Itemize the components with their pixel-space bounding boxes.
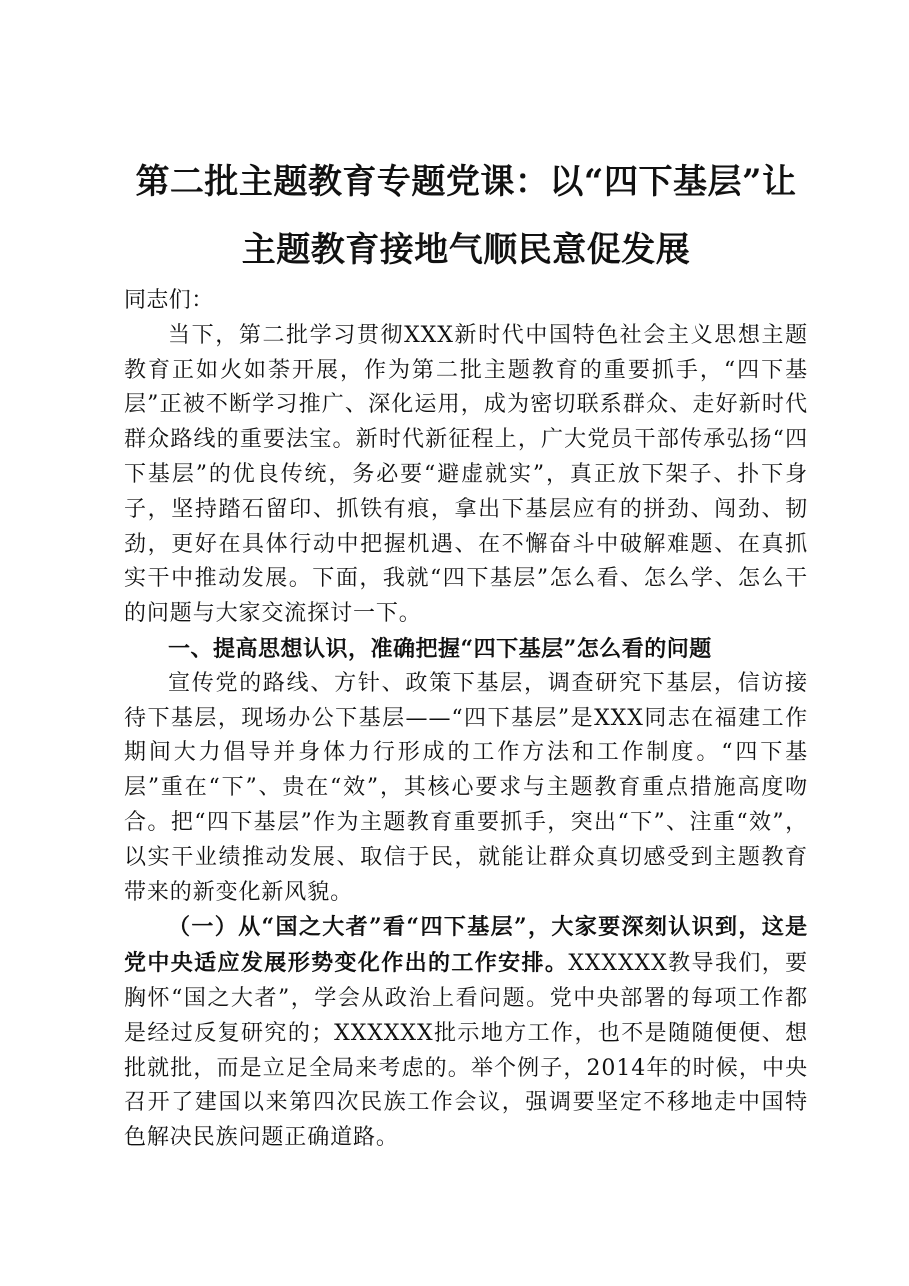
salutation: 同志们： — [124, 288, 214, 313]
subheading-1: （一）从“国之大者”看“四下基层”，大家要深刻认识到，这是党中央适应发展形势变化作出的工作安排。 — [124, 914, 808, 977]
paragraph-intro: 当下，第二批学习贯彻XXX新时代中国特色社会主义思想主题教育正如火如荼开展，作为第二批主题教育的重要抓手，“四下基层”正被不断学习推广、深化运用，成为密切联系群众、走好新时代群众路线的重要法宝。新时代新征程上，广大党员干部传承弘扬“四下基层”的优良传统，务必要“避虚就实”，真正放下架子、扑下身子，坚持踏石留印、抓铁有痕，拿出下基层应有的拼劲、闯劲、韧劲，更好在具体行动中把握机遇、在不懈奋斗中破解难题、在真抓实干中推动发展。下面，我就“四下基层”怎么看、怎么学、怎么干的问题与大家交流探讨一下。 — [124, 322, 808, 627]
title-line-2: 主题教育接地气顺民意促发展 — [241, 230, 691, 270]
document-title — [124, 148, 808, 284]
section-heading-1: 一、提高思想认识，准确把握“四下基层”怎么看的问题 — [168, 635, 712, 662]
document-body — [124, 148, 808, 1156]
title-line-1: 第二批主题教育专题党课：以“四下基层”让 — [135, 162, 797, 202]
paragraph-subsection-1-body: XXXXXX教导我们，要胸怀“国之大者”，学会从政治上看问题。党中央部署的每项工作都是经过反复研究的；XXXXXX批示地方工作，也不是随随便便、想批就批，而是立足全局来考虑的。举个例子，2014年的时候，中央召开了建国以来第四次民族工作会议，强调要坚定不移地走中国特色解决民族问题正确道路。 — [124, 951, 808, 1151]
paragraph-section-1: 宣传党的路线、方针、政策下基层，调查研究下基层，信访接待下基层，现场办公下基层——“四下基层”是XXX同志在福建工作期间大力倡导并身体力行形成的工作方法和工作制度。“四下基层”重在“下”、贵在“效”，其核心要求与主题教育重点措施高度吻合。把“四下基层”作为主题教育重要抓手，突出“下”、注重“效”，以实干业绩推动发展、取信于民，就能让群众真切感受到主题教育带来的新变化新风貌。 — [124, 670, 808, 905]
paragraph-subsection-1 — [124, 910, 808, 1156]
